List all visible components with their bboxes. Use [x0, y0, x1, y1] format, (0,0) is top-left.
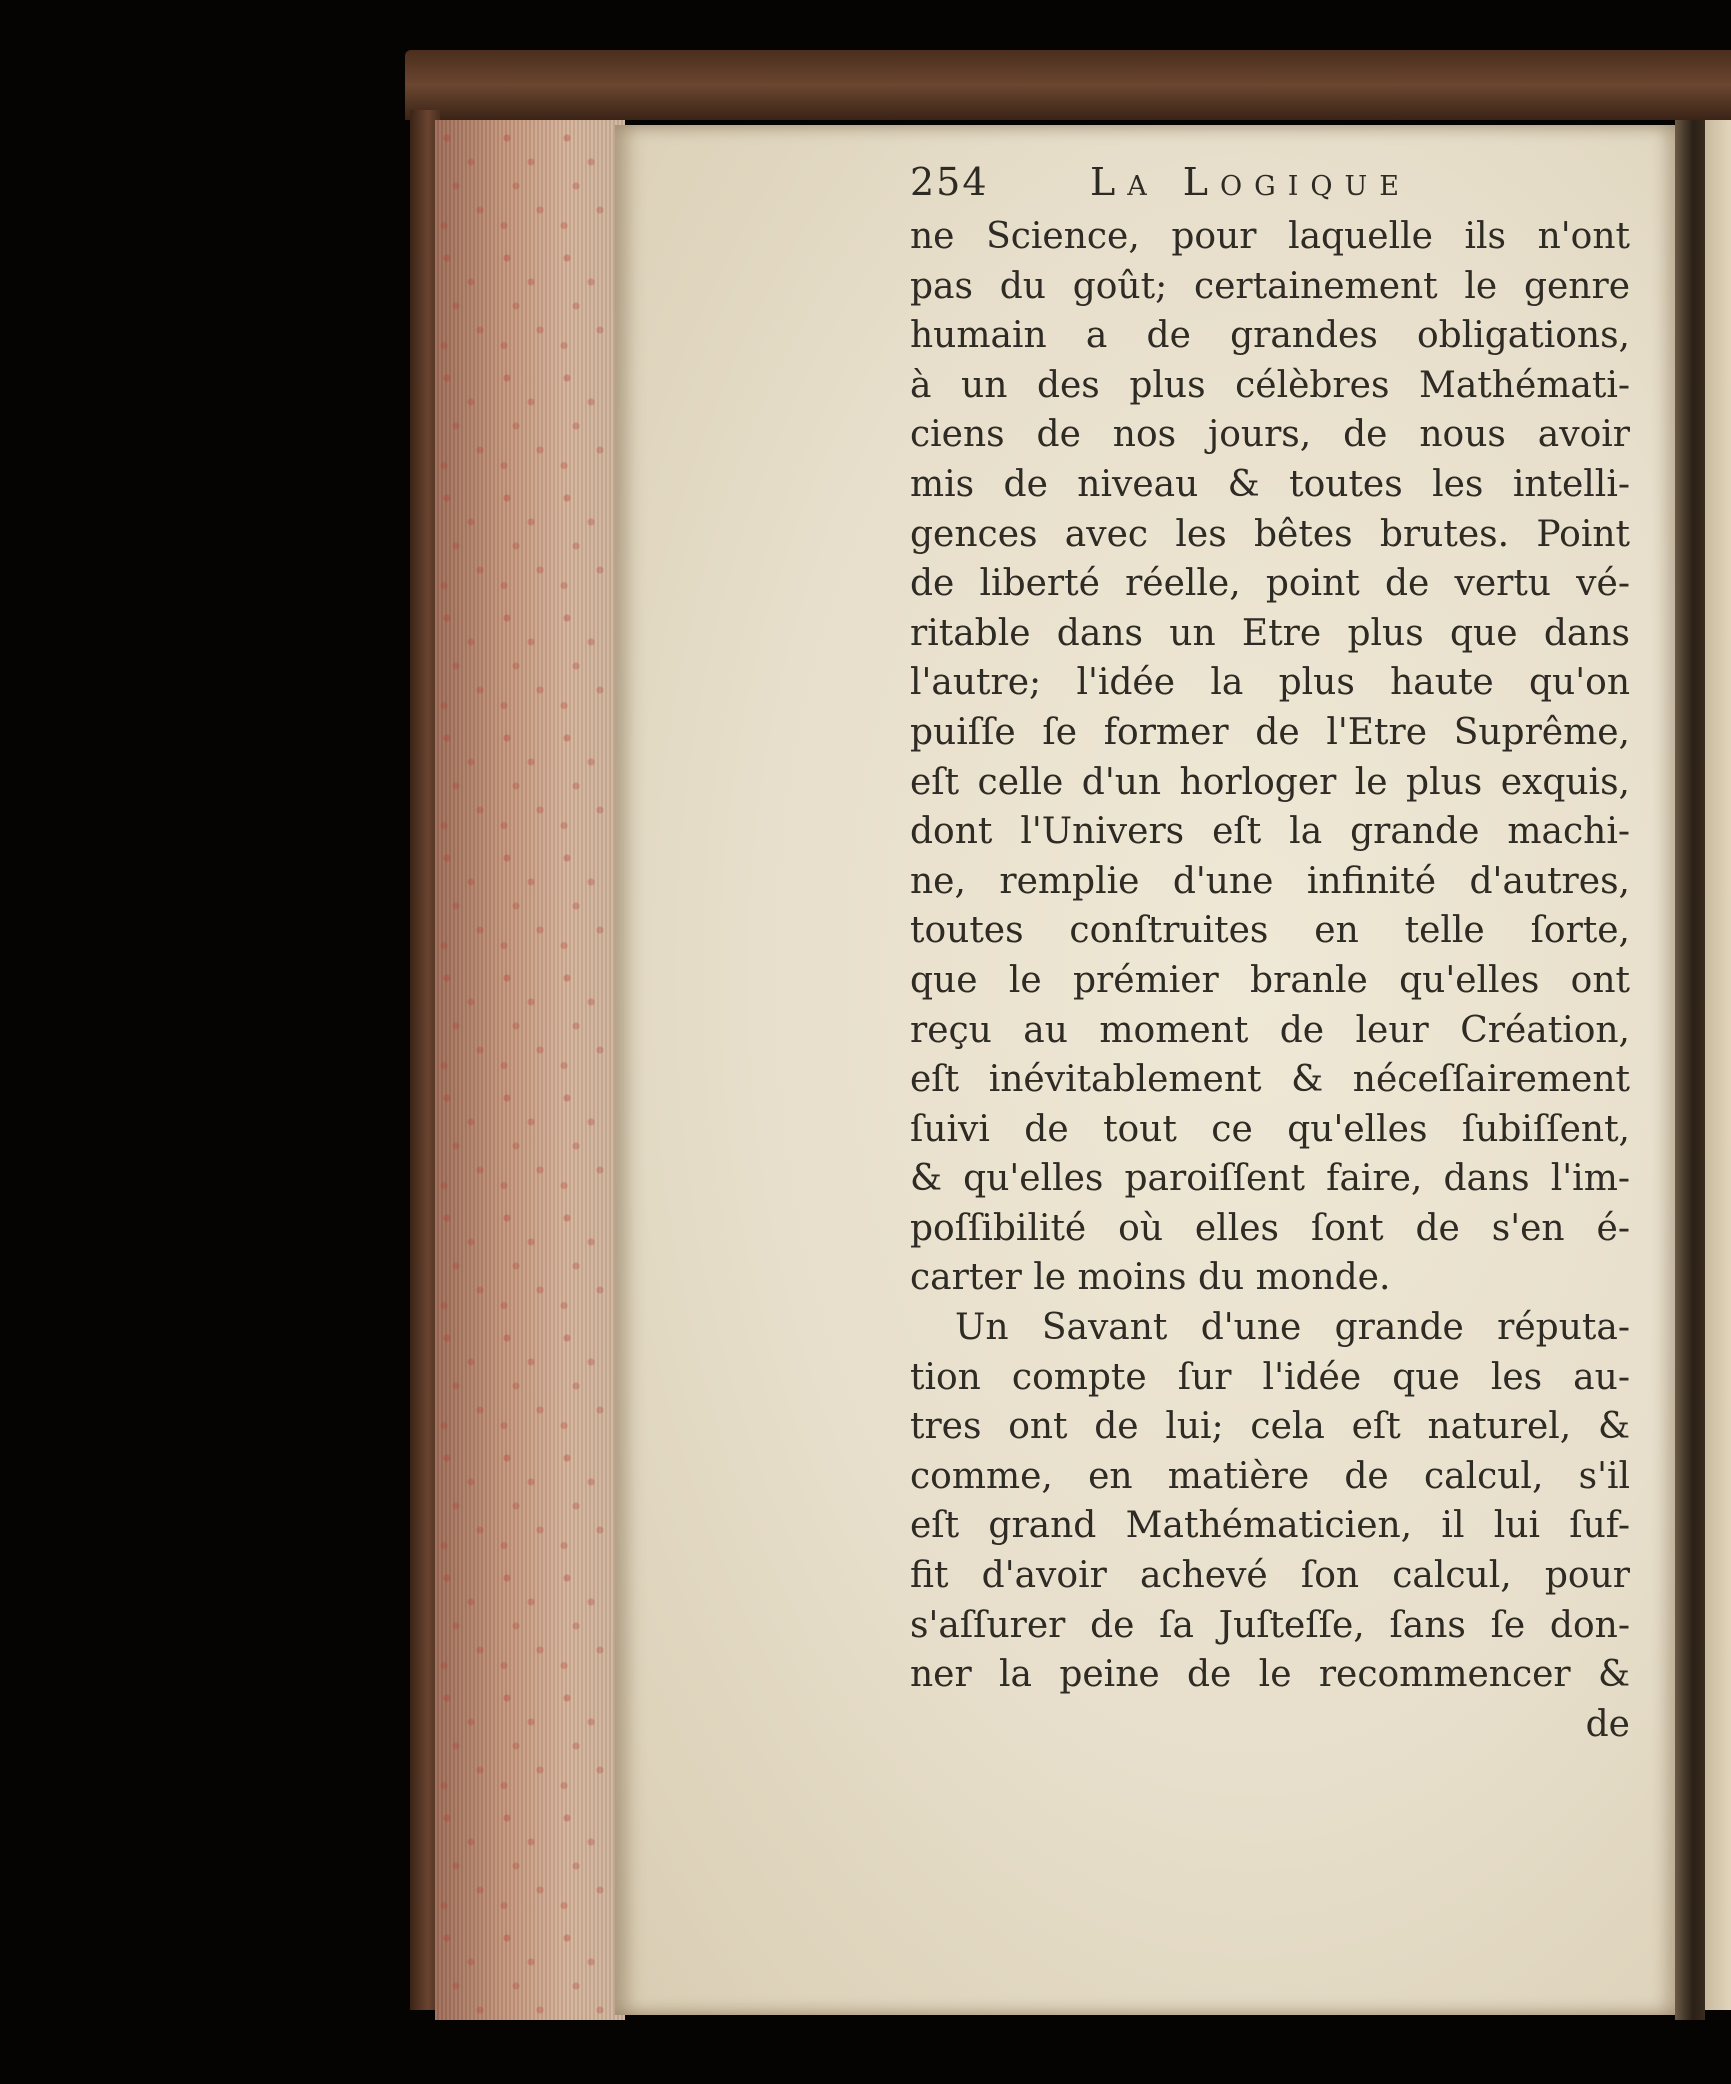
text-line: dont l'Univers eſt la grande machi- [910, 811, 1630, 853]
text-line-paragraph-start: Un Savant d'une grande réputa- [955, 1307, 1630, 1349]
text-line: eſt celle d'un horloger le plus exquis, [910, 761, 1630, 803]
text-line: s'aſſurer de ſa Juſteſſe, ſans ſe don- [910, 1604, 1630, 1646]
text-line: humain a de grandes obligations, [910, 315, 1630, 357]
page-number: 254 [910, 160, 989, 204]
text-line: poſſibilité où elles ſont de s'en é- [910, 1207, 1630, 1249]
text-line: mis de niveau & toutes les intelli- [910, 463, 1630, 505]
text-line: l'autre; l'idée la plus haute qu'on [910, 662, 1630, 704]
text-line: ritable dans un Etre plus que dans [910, 612, 1630, 654]
text-line: de liberté réelle, point de vertu vé- [910, 563, 1630, 605]
text-line: ne Science, pour laquelle ils n'ont [910, 216, 1630, 257]
text-line: comme, en matière de calcul, s'il [910, 1455, 1630, 1497]
text-line: eſt inévitablement & néceſſairement [910, 1059, 1630, 1101]
running-head-title: La Logique [1090, 160, 1412, 204]
book-gutter [1675, 120, 1705, 2020]
book-cover-top [405, 50, 1731, 120]
page-text-block [910, 160, 1630, 1749]
text-line: que le prémier branle qu'elles ont [910, 959, 1630, 1001]
text-line: toutes conſtruites en telle ſorte, [910, 910, 1630, 952]
facing-page-edge [1705, 120, 1731, 2010]
running-head [910, 160, 1630, 212]
text-line: eſt grand Mathématicien, il lui ſuf- [910, 1505, 1630, 1547]
text-line: & qu'elles paroiſſent faire, dans l'im- [910, 1158, 1630, 1200]
text-line: ner la peine de le recommencer & [910, 1654, 1630, 1696]
text-line: tres ont de lui; cela eſt naturel, & [910, 1406, 1630, 1448]
text-line: gences avec les bêtes brutes. Point [910, 513, 1630, 555]
text-line-paragraph-end: carter le moins du monde. [910, 1257, 1391, 1299]
text-line: tion compte ſur l'idée que les au- [910, 1356, 1630, 1398]
text-line: pas du goût; certainement le genre [910, 265, 1630, 307]
text-line: ciens de nos jours, de nous avoir [910, 414, 1630, 456]
text-line: ſuivi de tout ce qu'elles ſubiſſent, [910, 1108, 1630, 1150]
text-line: à un des plus célèbres Mathémati- [910, 364, 1630, 406]
page-edges-stack [435, 120, 625, 2020]
catchword: de [1585, 1703, 1630, 1745]
text-line: ne, remplie d'une infinité d'autres, [910, 860, 1630, 902]
text-line: reçu au moment de leur Création, [910, 1009, 1630, 1051]
text-line: fit d'avoir achevé ſon calcul, pour [910, 1555, 1630, 1597]
text-line: puiſſe ſe former de l'Etre Suprême, [910, 711, 1630, 753]
open-book [405, 50, 1731, 2030]
